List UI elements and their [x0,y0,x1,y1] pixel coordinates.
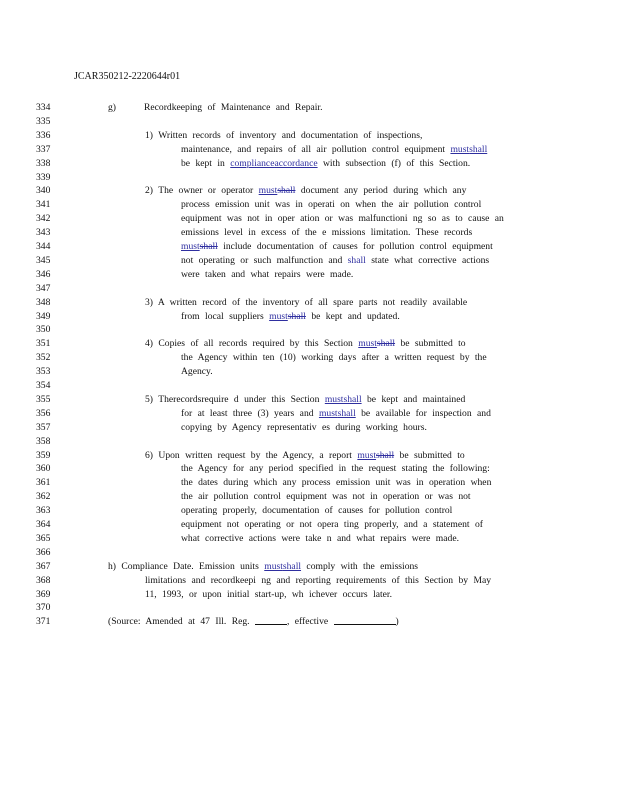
document-line [36,296,596,310]
document-line [36,282,596,296]
text-run: for at least three (3) years and [181,407,319,419]
text-run: equipment not operating or not opera ting properly, and a statement of [181,519,483,530]
document-line [36,323,596,337]
line-number: 334 [36,102,51,113]
document-line [36,365,596,379]
line-text [145,449,465,463]
text-run: what corrective actions were take n and what repairs were made. [181,532,459,544]
line-number: 371 [36,616,51,628]
blank-field [334,615,396,625]
inserted-text: shall [337,407,356,419]
line-number: 364 [36,519,51,530]
line-text [181,254,489,268]
line-number: 367 [36,560,51,572]
line-text [145,129,422,143]
inserted-text: shall [343,393,362,405]
line-number: 344 [36,241,51,252]
line-text [181,351,487,365]
line-number: 357 [36,421,51,433]
document-line [36,101,596,115]
line-text [181,407,491,421]
text-run: process emission unit was in operati on when the air pollution control [181,199,482,211]
line-number: 361 [36,477,51,489]
inserted-text: must [258,185,278,197]
line-text [181,490,471,504]
document-line [36,240,596,254]
line-number: 355 [36,393,51,405]
text-run: ) [395,616,399,628]
text-run: maintenance, and repairs of all air pollution control equipment [181,143,451,155]
line-text [108,615,399,629]
line-text [145,184,466,198]
changed-text: shall [347,254,366,266]
document-line [36,518,596,532]
text-run: were taken and what repairs were made. [181,268,354,280]
document-line [36,574,596,588]
deleted-text: shall [376,338,396,350]
text-run: g) [108,102,116,113]
line-number: 347 [36,282,51,294]
text-run: the Agency for any period specified in the request stating the following: [181,463,490,475]
document-line [36,379,596,393]
line-number: 363 [36,505,51,517]
line-number: 356 [36,407,51,419]
document-line [36,546,596,560]
line-number: 354 [36,380,51,391]
text-run: be kept and updated. [305,310,400,322]
line-number: 335 [36,115,51,127]
text-run: not operating or such malfunction and [181,254,348,266]
line-number: 360 [36,463,51,475]
document-line [36,212,596,226]
line-text [181,532,459,546]
document-line [36,115,596,129]
line-number: 351 [36,338,51,350]
text-run: (Source: Amended at 47 Ill. Reg. [108,616,255,628]
line-text [181,212,504,226]
text-run: the dates during which any process emission unit was in operation when [181,477,492,489]
document-line [36,157,596,171]
line-number: 345 [36,254,51,266]
line-text [145,296,467,310]
line-text [181,240,493,254]
document-line [36,129,596,143]
document-id-header: JCAR350212-2220644r01 [74,71,181,82]
document-line [36,268,596,282]
document-line [36,421,596,435]
document-line [36,310,596,324]
document-line [36,615,596,629]
text-run: document any period during which any [295,185,467,197]
line-text [181,268,353,282]
text-run: Agency. [181,366,213,378]
document-line [36,435,596,449]
text-run: be kept in [181,157,231,169]
document-line [36,588,596,602]
text-run: be kept and maintained [361,393,466,405]
document-line [36,407,596,421]
inserted-text: must [357,449,377,461]
document-line [36,337,596,351]
text-run: be submitted to [394,449,465,461]
text-run: be available for inspection and [355,407,491,419]
document-line [36,254,596,268]
line-text [181,504,452,518]
line-number: 362 [36,491,51,503]
text-run: 5) Therecordsrequire d under this Section [145,393,325,405]
line-text [181,310,400,324]
document-line [36,476,596,490]
inserted-text: must [269,310,288,322]
line-number: 348 [36,296,51,308]
line-number: 350 [36,324,51,336]
text-run: from local suppliers [181,310,270,322]
text-run: 11, 1993, or upon initial start-up, wh ichever occurs later. [145,588,392,600]
line-text [145,588,392,602]
line-text [181,143,487,157]
line-number: 340 [36,185,51,197]
line-number: 359 [36,449,51,461]
line-number: 343 [36,227,51,239]
line-number: 368 [36,574,51,586]
deleted-text: shall [277,185,296,197]
inserted-text: must [358,338,377,350]
line-text [108,101,323,115]
document-line [36,504,596,518]
inserted-text: compliance [230,157,275,169]
text-run: 2) The owner or operator [145,185,259,197]
document-line [36,560,596,574]
text-run: operating properly, documentation of causes for pollution control [181,505,453,517]
text-run: 4) Copies of all records required by this Section [145,338,359,350]
blank-field [255,615,287,625]
line-number: 341 [36,199,51,211]
line-number: 352 [36,352,51,364]
line-text [181,226,472,240]
line-text [145,337,466,351]
inserted-text: must [450,143,470,155]
text-run: 6) Upon written request by the Agency, a report [145,449,358,461]
text-run: the air pollution control equipment was not in operation or was not [181,491,471,503]
document-line [36,462,596,476]
deleted-text: shall [376,449,395,461]
document-line [36,184,596,198]
line-number: 342 [36,213,51,225]
line-number: 369 [36,588,51,600]
document-line [36,351,596,365]
deleted-text: shall [199,241,218,252]
line-text [181,476,491,490]
line-text [181,157,470,171]
inserted-text: must [264,560,283,572]
line-number: 365 [36,532,51,544]
line-number: 339 [36,171,51,183]
line-text [181,421,427,435]
document-line [36,171,596,185]
text-run: comply with the emissions [301,560,419,572]
inserted-text: shall [469,143,488,155]
line-number: 337 [36,143,51,155]
document-line [36,449,596,463]
text-run: , effective [286,616,334,628]
line-number: 358 [36,435,51,447]
inserted-text: must [181,241,200,252]
line-text [145,574,491,588]
text-run: include documentation of causes for pollution control equipment [217,241,493,252]
line-number: 338 [36,157,51,169]
inserted-text: shall [282,560,302,572]
inserted-text: must [324,393,344,405]
line-text [181,462,490,476]
section-heading: Recordkeeping of Maintenance and Repair. [144,102,323,113]
line-text [181,518,483,532]
inserted-text: must [318,407,338,419]
text-run: h) Compliance Date. Emission units [108,560,265,572]
text-run: 1) Written records of inventory and documentation of inspections, [145,129,423,141]
line-text [181,198,481,212]
text-run: emissions level in excess of the e missions limitation. These records [181,227,473,239]
inserted-text: accordance [274,157,318,169]
line-text [181,365,213,379]
text-run: state what corrective actions [365,254,490,266]
document-line [36,393,596,407]
line-text [108,560,418,574]
line-number: 336 [36,129,51,141]
text-run: copying by Agency representativ es during working hours. [181,421,427,433]
text-run: the Agency within ten (10) working days after a written request by the [181,352,487,364]
deleted-text: shall [287,310,306,322]
text-run: be submitted to [395,338,466,350]
line-number: 353 [36,366,51,378]
line-text [145,393,465,407]
text-run: equipment was not in oper ation or was malfunctioni ng so as to cause an [181,213,504,225]
text-run: limitations and recordkeepi ng and reporting requirements of this Section by May [145,574,492,586]
line-number: 366 [36,546,51,558]
line-number: 370 [36,602,51,614]
document-line [36,490,596,504]
line-number: 346 [36,268,51,280]
document-line [36,226,596,240]
document-line [36,143,596,157]
document-line [36,532,596,546]
document-line [36,198,596,212]
text-run: with subsection (f) of this Section. [317,157,471,169]
text-run: 3) A written record of the inventory of all spare parts not readily available [145,296,468,308]
document-line [36,601,596,615]
line-number: 349 [36,310,51,322]
